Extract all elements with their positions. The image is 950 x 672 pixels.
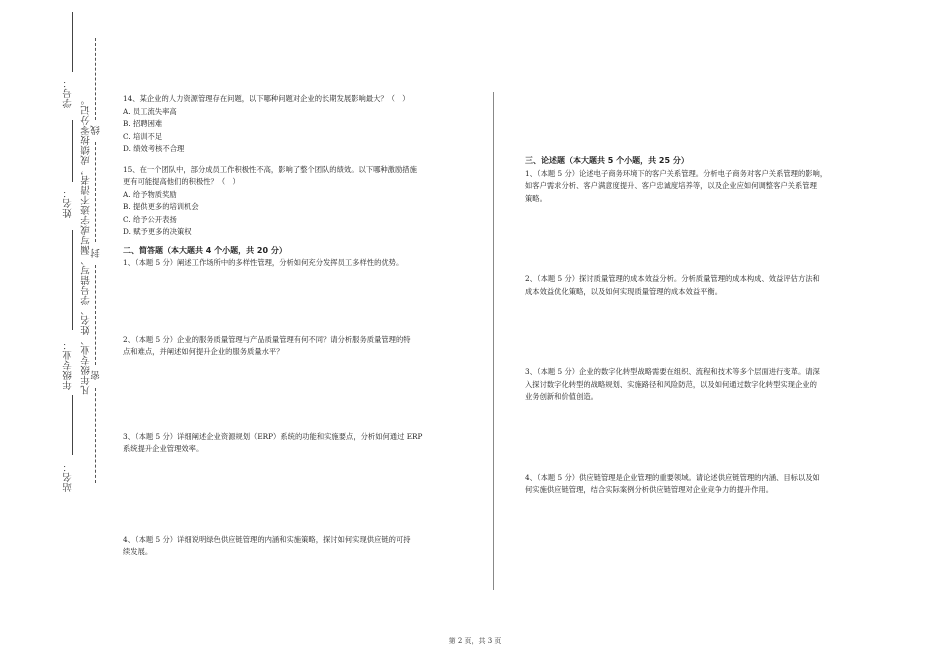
essay-2-line-1: 2、（本题 5 分）探讨质量管理的成本效益分析。分析质量管理的成本构成、效益评估方法和: [525, 274, 820, 283]
q14-option-b: B. 招聘困难: [123, 119, 163, 128]
seal-line-1: [95, 38, 96, 120]
section-3-heading: 三、论述题（本大题共 5 个小题，共 25 分）: [525, 156, 689, 165]
question-15-stem-1: 15、在一个团队中，部分成员工作积极性不高，影响了整个团队的绩效。以下哪种激励措施: [123, 164, 417, 174]
seal-line-4: [95, 388, 96, 483]
grade-major-label: 年级专业：: [63, 340, 74, 390]
q15-option-b: B. 提供更多的培训机会: [123, 202, 199, 211]
essay-3-line-1: 3、（本题 5 分）企业的数字化转型战略需要在组织、流程和技术等多个层面进行变革。请深: [525, 367, 820, 376]
q15-option-c: C. 给予公开表扬: [123, 214, 177, 224]
section-2-heading: 二、简答题（本大题共 4 个小题，共 20 分）: [123, 245, 287, 255]
short-answer-4-line-2: 续发展。: [123, 547, 153, 556]
left-column: [123, 93, 478, 559]
essay-2-line-2: 成本效益优化策略，以及如何实现质量管理的成本效益平衡。: [525, 286, 723, 296]
question-15-stem-2: 更有可能提高他们的积极性？（ ）: [123, 177, 240, 186]
essay-1-line-2: 如客户需求分析、客户满意度提升、客户忠诚度培养等，以及企业应如何调整客户关系管理: [525, 181, 817, 190]
short-answer-1: 1、（本题 5 分）阐述工作场所中的多样性管理，分析如何充分发挥员工多样性的优势。: [123, 258, 404, 267]
short-answer-2-line-2: 点和难点，并阐述如何提升企业的服务质量水平？: [123, 347, 284, 356]
binding-line-top: [72, 12, 73, 72]
seal-xian: 线: [91, 125, 102, 135]
right-column: [525, 155, 870, 497]
q14-option-d: D. 绩效考核不合理: [123, 144, 185, 153]
student-id-label: 学号：: [63, 78, 74, 108]
column-divider: [493, 92, 494, 590]
essay-3-line-3: 业务创新和价值创造。: [525, 392, 598, 401]
short-answer-4-line-1: 4、（本题 5 分）详细说明绿色供应链管理的内涵和实施策略，探讨如何实现供应链的可持: [123, 534, 411, 544]
q15-option-d: D. 赋予更多的决策权: [123, 227, 192, 236]
q14-option-a: A. 员工流失率高: [123, 106, 177, 116]
essay-3-line-2: 入探讨数字化转型的战略规划、实施路径和风险防范，以及如何通过数字化转型实现企业的: [525, 379, 817, 389]
seal-feng: 封: [91, 248, 102, 258]
short-answer-3-line-2: 系统提升企业管理效率。: [123, 444, 204, 453]
essay-1-line-3: 策略。: [525, 193, 547, 203]
q14-option-c: C. 培训不足: [123, 131, 163, 141]
short-answer-2-line-1: 2、（本题 5 分）企业的服务质量管理与产品质量管理有何不同？请分析服务质量管理的特: [123, 334, 411, 344]
page-footer: 第 2 页，共 3 页: [448, 637, 502, 645]
seal-mi: 密: [91, 370, 102, 380]
binding-notice: 凡年级专业、姓名、学号错写、漏写或字迹不清者，成绩按零分记。: [81, 95, 92, 395]
school-label: 站名：: [63, 462, 74, 492]
name-label: 姓名：: [63, 188, 74, 218]
q15-option-a: A. 给予物质奖励: [123, 189, 177, 199]
question-14-stem: 14、某企业的人力资源管理存在问题，以下哪种问题对企业的长期发展影响最大？（ ）: [123, 94, 410, 103]
essay-1-line-1: 1、（本题 5 分）论述电子商务环境下的客户关系管理。分析电子商务对客户关系管理的影响，: [525, 168, 828, 178]
binding-line-3: [72, 230, 73, 330]
short-answer-3-line-1: 3、（本题 5 分）详细阐述企业资源规划（ERP）系统的功能和实施要点，分析如何通过 ERP: [123, 431, 423, 441]
binding-line-2: [72, 120, 73, 182]
seal-line-2: [95, 142, 96, 242]
seal-line-3: [95, 265, 96, 365]
binding-line-4: [72, 395, 73, 455]
essay-4-line-2: 何实施供应链管理，结合实际案例分析供应链管理对企业竞争力的提升作用。: [525, 485, 774, 494]
essay-4-line-1: 4、（本题 5 分）供应链管理是企业管理的重要领域。请论述供应链管理的内涵、目标以及如: [525, 472, 820, 482]
